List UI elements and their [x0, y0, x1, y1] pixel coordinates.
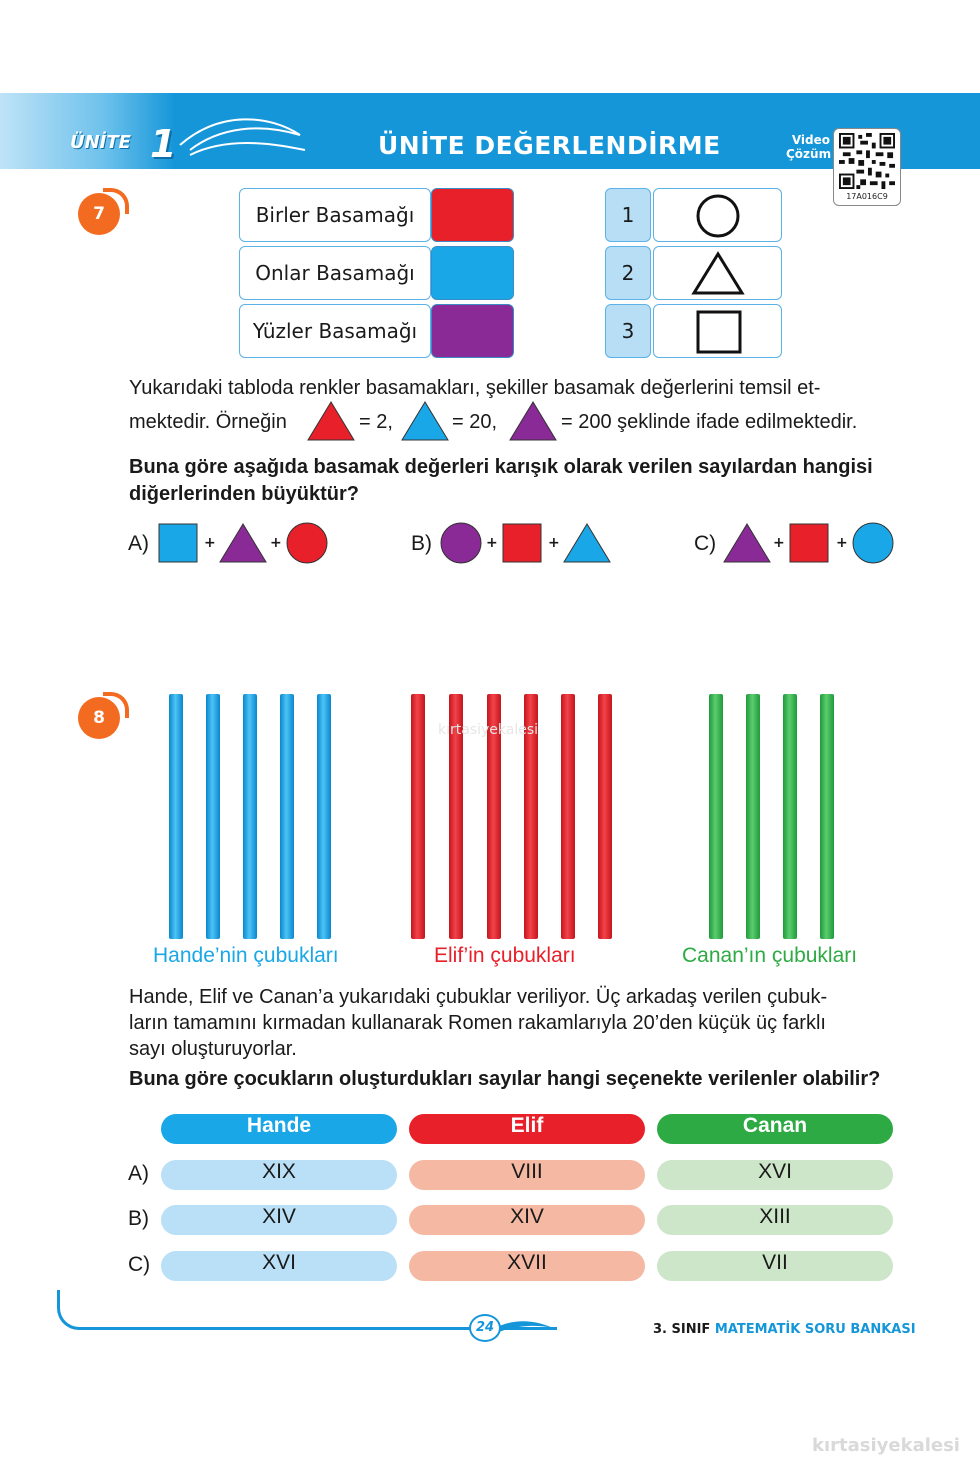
plus-sign: + — [486, 535, 498, 551]
plus-sign: + — [836, 535, 848, 551]
page-number: 24 — [469, 1314, 501, 1342]
q7-text-line2: mektedir. Örneğin — [129, 411, 287, 433]
stick-canan — [783, 694, 797, 939]
q7-question-line2: diğerlerinden büyüktür? — [129, 483, 360, 505]
option-b-label[interactable]: B) — [411, 532, 432, 555]
book-name: MATEMATİK SORU BANKASI — [714, 1322, 916, 1337]
answer-a-label[interactable]: A) — [128, 1162, 149, 1185]
value-shape-cell-3 — [653, 304, 782, 358]
option-c-label[interactable]: C) — [694, 532, 717, 555]
caption-hande: Hande’nin çubukları — [153, 944, 339, 967]
caption-canan: Canan’ın çubukları — [682, 944, 858, 967]
place-color-purple — [431, 304, 514, 358]
swoosh-decoration — [160, 105, 310, 165]
place-label-hundreds: Yüzler Basamağı — [239, 304, 431, 358]
answer-a-elif: VIII — [409, 1160, 645, 1190]
q8-question: Buna göre çocukların oluşturdukları sayılar hangi seçenekte verilenler olabilir? — [129, 1068, 881, 1090]
q7-eq3: = 200 şeklinde ifade edilmektedir. — [561, 411, 858, 433]
stick-canan — [709, 694, 723, 939]
answer-b-elif: XIV — [409, 1205, 645, 1235]
stick-canan — [820, 694, 834, 939]
q7-question-line1: Buna göre aşağıda basamak değerleri karışık olarak verilen sayılardan hangisi — [129, 456, 873, 478]
purple-triangle-icon — [722, 522, 772, 564]
stick-hande — [243, 694, 257, 939]
q8-text-line1: Hande, Elif ve Canan’a yukarıdaki çubuklar veriliyor. Üç arkadaş verilen çubuk- — [129, 986, 828, 1008]
purple-triangle-icon — [508, 400, 558, 442]
answer-c-hande: XVI — [161, 1251, 397, 1281]
stick-canan — [746, 694, 760, 939]
video-label-line1: Video — [791, 133, 830, 147]
red-square-icon — [788, 522, 830, 564]
footer-swoosh — [495, 1316, 555, 1340]
question-number-badge: 7 — [78, 193, 120, 235]
header-hande: Hande — [161, 1114, 397, 1144]
value-shape-cell-2 — [653, 246, 782, 300]
q7-eq2: = 20, — [452, 411, 498, 433]
question-number-badge: 8 — [78, 697, 120, 739]
answer-a-canan: XVI — [657, 1160, 893, 1190]
answer-a-hande: XIX — [161, 1160, 397, 1190]
unit-label: ÜNİTE — [70, 132, 131, 153]
plus-sign: + — [773, 535, 785, 551]
site-watermark: kırtasiyekalesi — [812, 1435, 960, 1456]
video-solution-label — [786, 133, 830, 161]
answer-b-hande: XIV — [161, 1205, 397, 1235]
answer-c-label[interactable]: C) — [128, 1253, 151, 1276]
stick-hande — [280, 694, 294, 939]
red-circle-icon — [284, 521, 330, 565]
page-title: ÜNİTE DEĞERLENDİRME — [378, 131, 721, 160]
square-icon — [654, 305, 780, 357]
header-elif: Elif — [409, 1114, 645, 1144]
option-a-label[interactable]: A) — [128, 532, 149, 555]
qr-id: 17A016C9 — [846, 192, 888, 201]
purple-triangle-icon — [218, 522, 268, 564]
header-canan: Canan — [657, 1114, 893, 1144]
caption-elif: Elif’in çubukları — [434, 944, 576, 967]
place-label-ones: Birler Basamağı — [239, 188, 431, 242]
answer-c-elif: XVII — [409, 1251, 645, 1281]
book-title — [653, 1322, 916, 1337]
red-triangle-icon — [306, 400, 356, 442]
circle-icon — [654, 189, 780, 241]
value-number-3: 3 — [605, 304, 651, 358]
q8-text-line2: ların tamamını kırmadan kullanarak Romen rakamlarıyla 20’den küçük üç farklı — [129, 1012, 826, 1034]
blue-circle-icon — [850, 521, 896, 565]
place-color-red — [431, 188, 514, 242]
stick-hande — [317, 694, 331, 939]
unit-number: 1 — [150, 122, 177, 166]
watermark: kırtasiyekalesi — [438, 722, 539, 738]
value-shape-cell-1 — [653, 188, 782, 242]
blue-triangle-icon — [400, 400, 450, 442]
stick-hande — [206, 694, 220, 939]
answer-b-canan: XIII — [657, 1205, 893, 1235]
qr-code-icon[interactable] — [838, 133, 896, 189]
q7-text-line1: Yukarıdaki tabloda renkler basamakları, şekiller basamak değerlerini temsil et- — [129, 377, 821, 399]
purple-circle-icon — [438, 521, 484, 565]
triangle-icon — [654, 247, 780, 299]
stick-elif — [598, 694, 612, 939]
place-color-blue — [431, 246, 514, 300]
value-number-1: 1 — [605, 188, 651, 242]
place-label-tens: Onlar Basamağı — [239, 246, 431, 300]
answer-b-label[interactable]: B) — [128, 1207, 149, 1230]
blue-triangle-icon — [562, 522, 612, 564]
plus-sign: + — [548, 535, 560, 551]
stick-elif — [561, 694, 575, 939]
header-banner-accent — [0, 93, 175, 169]
book-grade: 3. SINIF — [653, 1322, 711, 1337]
red-square-icon — [501, 522, 543, 564]
video-label-line2: Çözüm — [786, 147, 832, 161]
stick-hande — [169, 694, 183, 939]
plus-sign: + — [270, 535, 282, 551]
q7-eq1: = 2, — [359, 411, 393, 433]
value-number-2: 2 — [605, 246, 651, 300]
answer-c-canan: VII — [657, 1251, 893, 1281]
blue-square-icon — [157, 522, 199, 564]
plus-sign: + — [204, 535, 216, 551]
q8-text-line3: sayı oluşturuyorlar. — [129, 1038, 297, 1060]
stick-elif — [411, 694, 425, 939]
